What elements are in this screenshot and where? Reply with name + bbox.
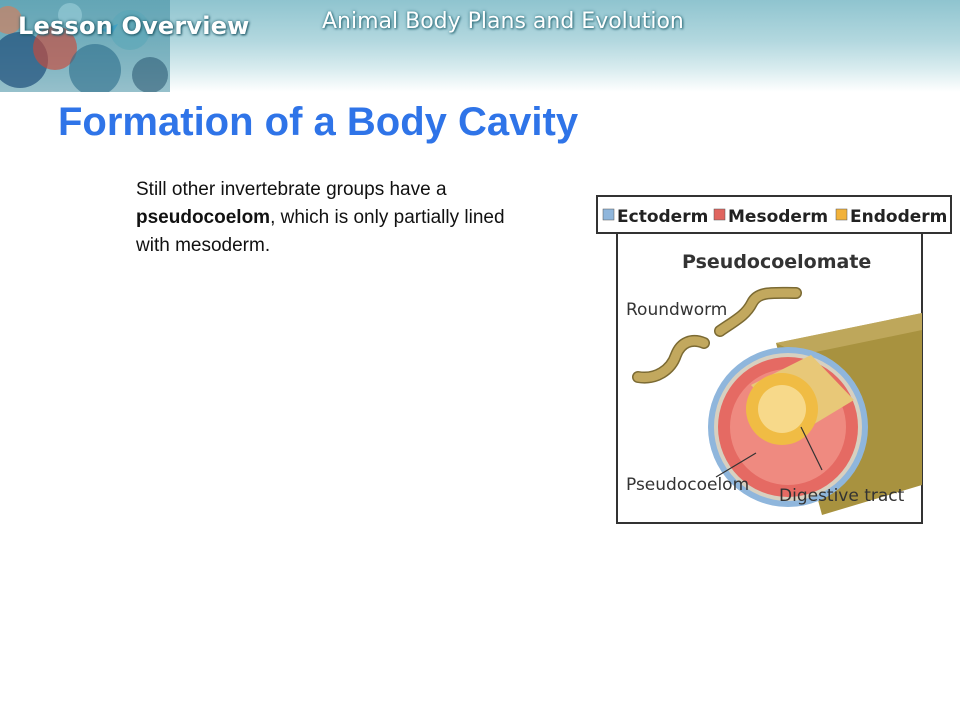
lesson-overview-badge: Lesson Overview (18, 12, 250, 40)
endoderm-swatch (836, 209, 847, 220)
mesoderm-swatch (714, 209, 725, 220)
ectoderm-swatch (603, 209, 614, 220)
pseudocoelomate-heading: Pseudocoelomate (682, 251, 872, 273)
digestive-tract-label: Digestive tract (779, 486, 905, 506)
pseudocoelomate-diagram (596, 195, 952, 525)
pseudocoelom-term: pseudocoelom (136, 207, 271, 228)
header-banner (0, 0, 960, 92)
body-text-after: , which is only partially lined with mesoderm. (136, 207, 505, 256)
roundworm-label: Roundworm (626, 300, 728, 320)
pseudocoelom-label: Pseudocoelom (626, 475, 750, 495)
unit-title: Animal Body Plans and Evolution (322, 9, 684, 34)
legend-endoderm: Endoderm (850, 207, 948, 227)
body-paragraph (136, 176, 516, 260)
legend-mesoderm: Mesoderm (728, 207, 829, 227)
body-text-before: Still other invertebrate groups have a (136, 179, 447, 200)
legend-ectoderm: Ectoderm (617, 207, 709, 227)
digestive-lumen (758, 385, 806, 433)
slide-title: Formation of a Body Cavity (58, 100, 579, 144)
